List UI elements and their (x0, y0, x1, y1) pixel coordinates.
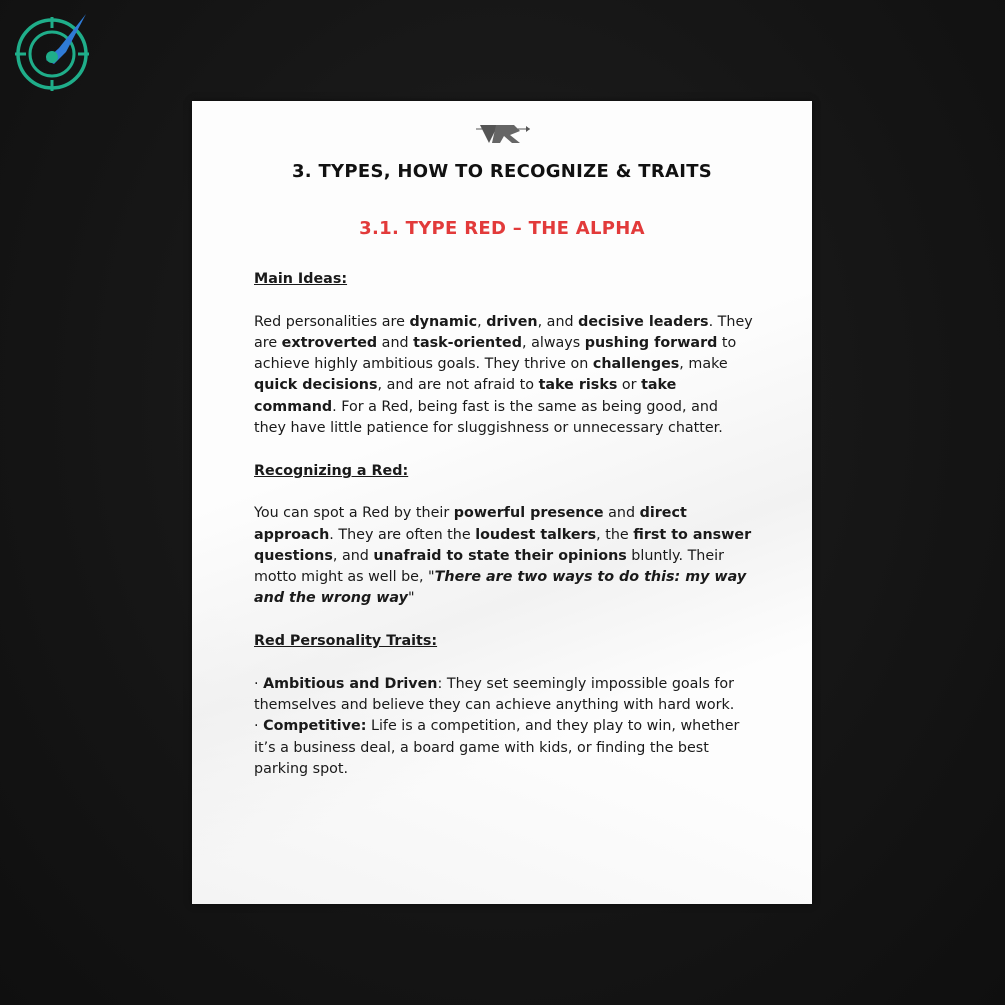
trait-item: · Ambitious and Driven: They set seemingly impossible goals for themselves and believe they can achieve anything with hard work. (254, 675, 735, 713)
section-title: 3. TYPES, HOW TO RECOGNIZE & TRAITS (291, 161, 713, 182)
main-ideas-paragraph: Red personalities are dynamic, driven, and decisive leaders. They are extroverted and task-oriented, always pushing forward to achieve highly ambitious goals. They thrive on challenges, make quick decisions, and are not afraid to take risks or take command. For a Red, being fast is the same as being good, and they have little patience for sluggishness or unnecessary chatter. (254, 313, 753, 437)
compass-target-icon (14, 12, 94, 92)
subsection-title: 3.1. TYPE RED – THE ALPHA (359, 218, 645, 239)
trait-item: · Competitive: Life is a competition, and they play to win, whether it’s a business deal, a board game with kids, or finding the best parking spot. (254, 718, 740, 777)
document-body (254, 269, 754, 780)
vr-brand-logo-icon (476, 121, 530, 147)
traits-heading: Red Personality Traits: (254, 633, 438, 650)
recognizing-paragraph: You can spot a Red by their powerful presence and direct approach. They are often the loudest talkers, the first to answer questions, and unafraid to state their opinions bluntly. Their motto might as well be, "There are two ways to do this: my way and the wrong way" (254, 505, 752, 607)
recognizing-heading: Recognizing a Red: (254, 462, 409, 479)
main-ideas-heading: Main Ideas: (254, 271, 348, 287)
document-page (192, 101, 812, 904)
